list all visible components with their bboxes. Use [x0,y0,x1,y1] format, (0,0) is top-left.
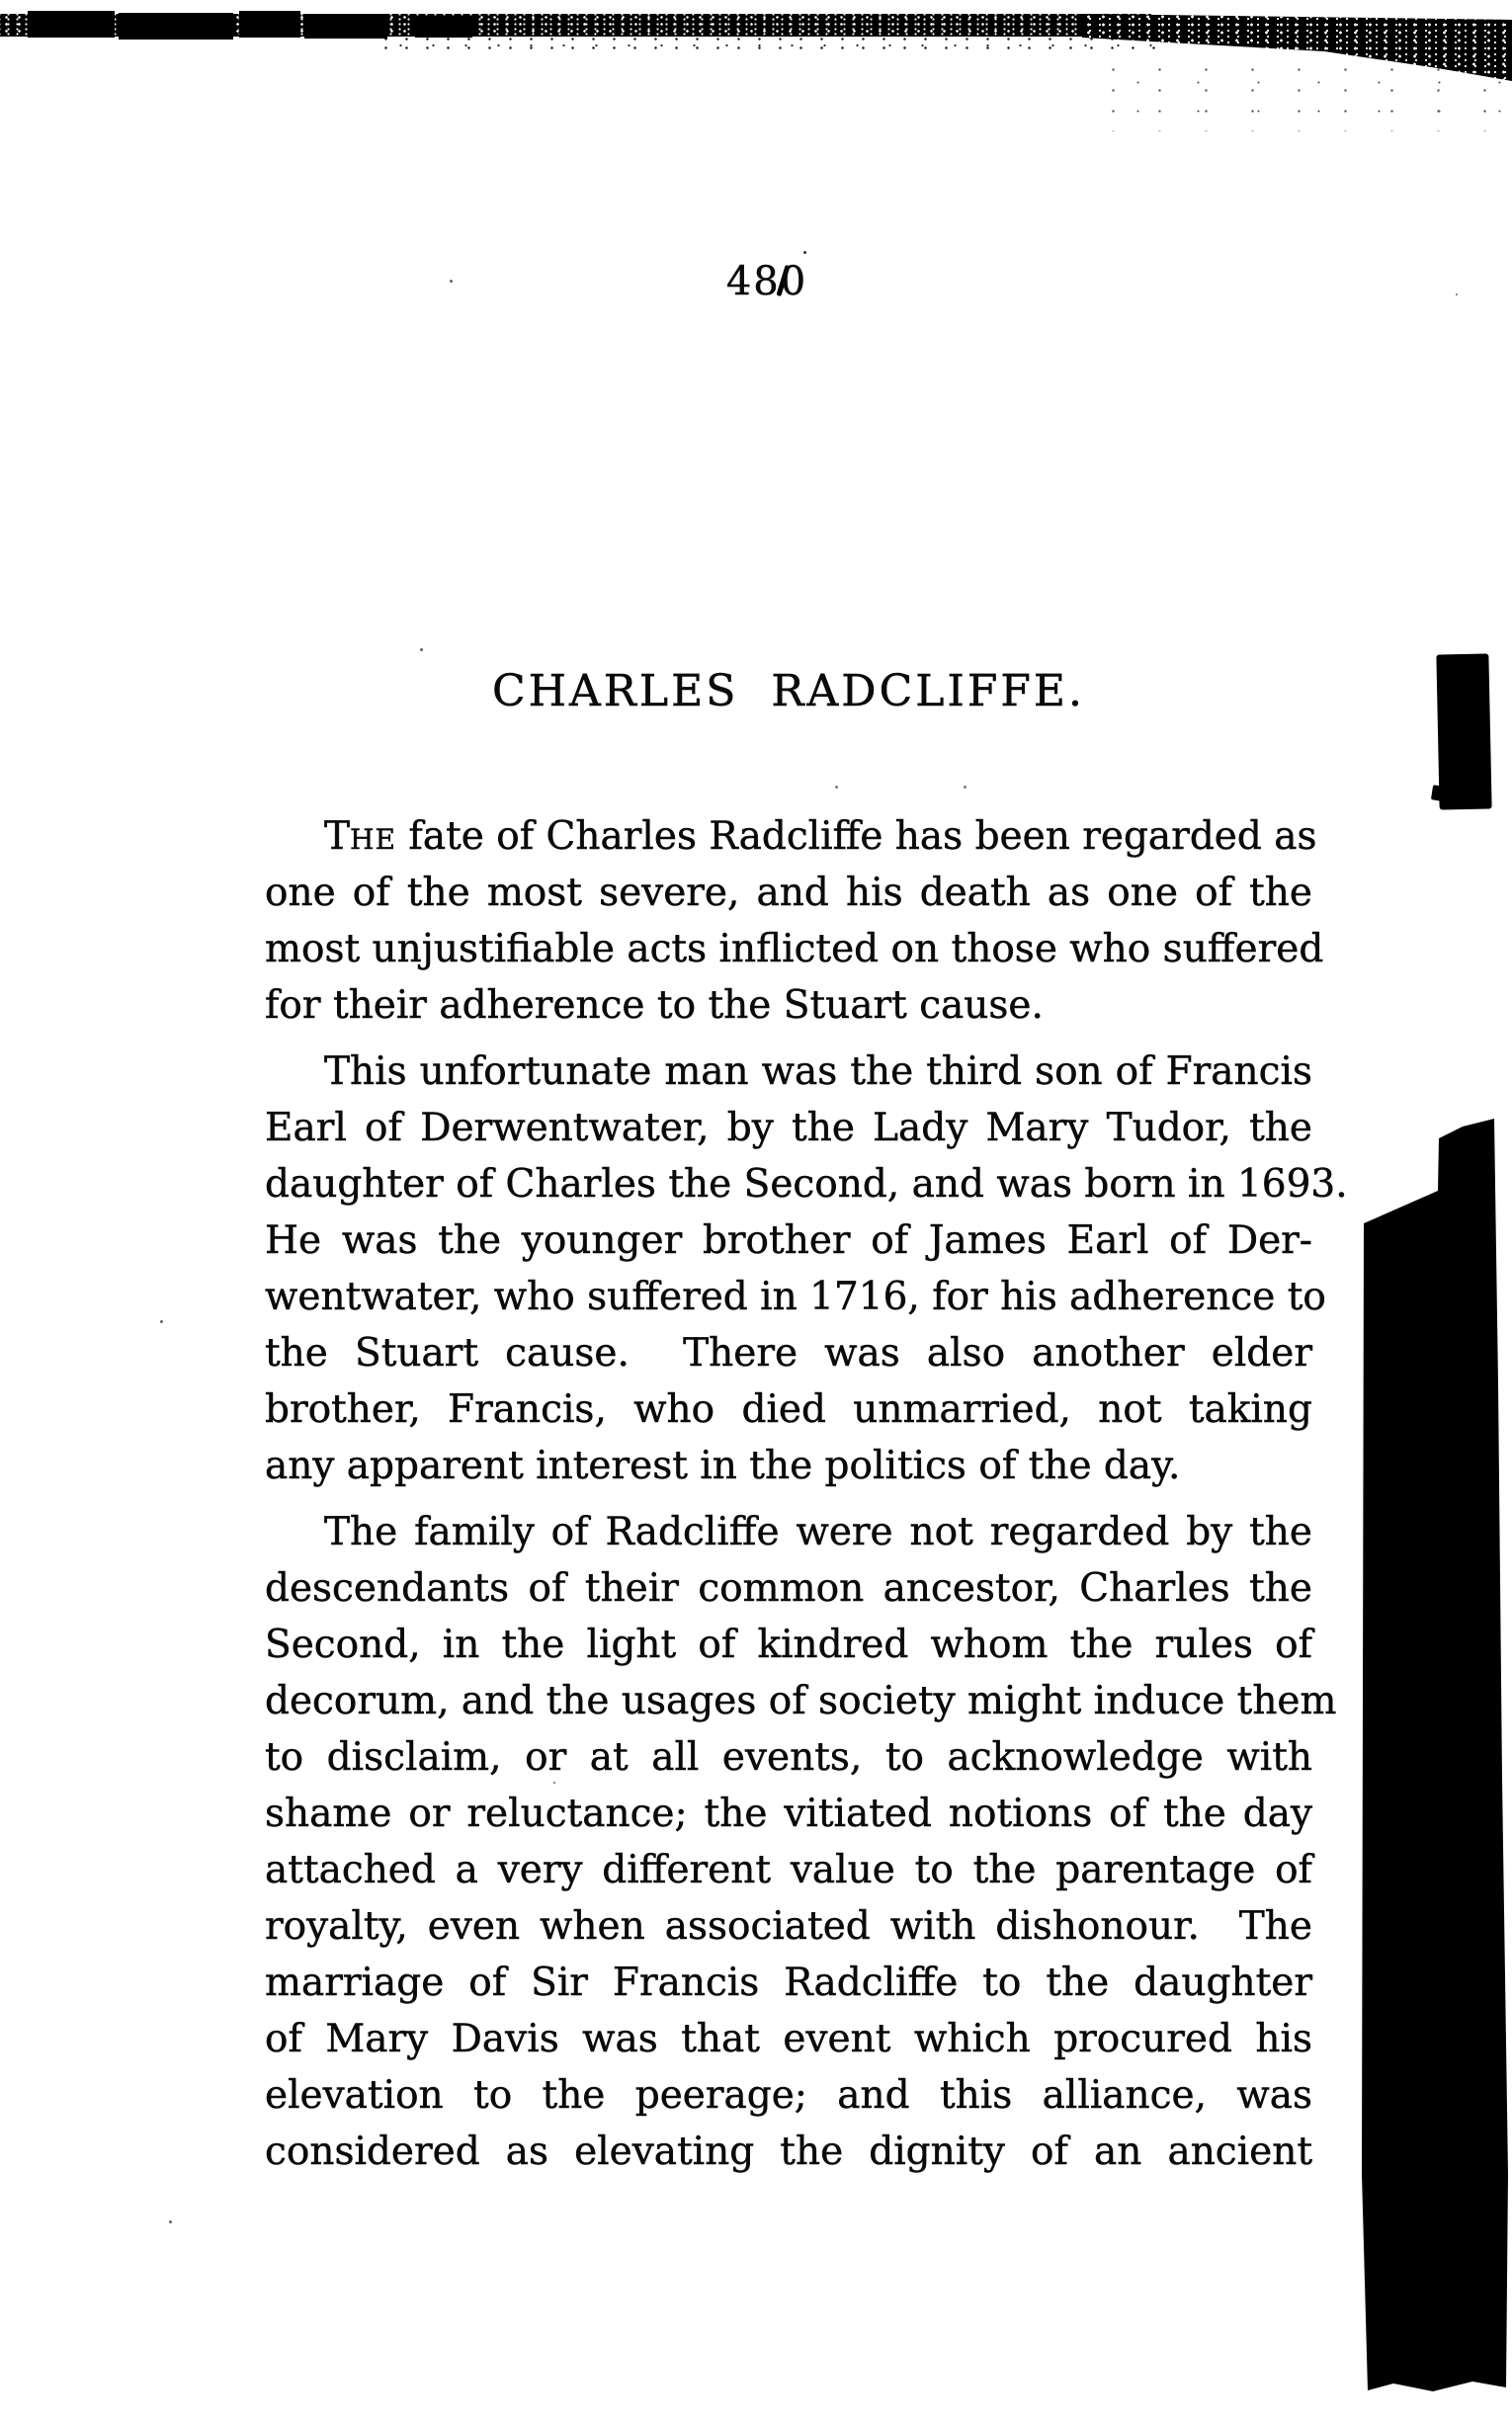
text-line: descendants of their common ancestor, Charles the [265,1566,1312,1611]
page-number: 480 [725,259,808,304]
scan-artifact-ink-blot-small [1436,653,1491,809]
scan-artifact-ink-blot-notch [1431,785,1444,801]
text-line: decorum, and the usages of society might induce them [265,1679,1337,1723]
text-line: considered as elevating the dignity of an ancient [265,2130,1312,2174]
text-line: for their adherence to the Stuart cause. [265,983,1044,1028]
scan-artifact-band-chunk [119,13,233,40]
scan-artifact-band-chunk [239,11,300,38]
text-block [265,808,1348,2180]
scan-speck [1456,293,1458,295]
text-line: marriage of Sir Francis Radcliffe to the daughter [265,1961,1312,2005]
text-line: This unfortunate man was the third son of Francis [324,1049,1312,1094]
text-line: The family of Radcliffe were not regarded by the [324,1510,1312,1554]
text-line: the Stuart cause. There was also another elder [265,1331,1312,1376]
paragraph-1 [265,808,1324,1034]
text-line: brother, Francis, who died unmarried, not taking [265,1387,1312,1432]
lead-capital: T [324,814,351,859]
text-line: Second, in the light of kindred whom the rules of [265,1623,1312,1667]
text-line: wentwater, who suffered in 1716, for his adherence to [265,1275,1326,1319]
scan-speck [835,786,838,789]
page-title: CHARLES RADCLIFFE. [491,666,1086,716]
text-line: most unjustifiable acts inflicted on those who suffered [265,927,1324,971]
text-line: any apparent interest in the politics of the day. [265,1444,1181,1488]
scan-speck [420,648,423,651]
paragraph-3 [265,1504,1337,2180]
scan-artifact-speckle-fringe [376,35,1156,51]
text-line: attached a very different value to the parentage of [265,1848,1312,1892]
scan-speck [160,1320,163,1323]
text-line: to disclaim, or at all events, to acknowledge with [265,1735,1312,1780]
text-line: royalty, even when associated with dishonour. The [265,1904,1312,1949]
text-line: one of the most severe, and his death as one of the [265,871,1312,915]
scan-speck [169,2220,172,2223]
small-caps: HE [350,823,396,856]
text-line: daughter of Charles the Second, and was born in 1693. [265,1162,1348,1207]
text-line: Earl of Derwentwater, by the Lady Mary Tudor, the [265,1106,1312,1150]
text-line: THE fate of Charles Radcliffe has been regarded as [324,814,1317,859]
text-line: of Mary Davis was that event which procured his [265,2017,1312,2061]
text-line: He was the younger brother of James Earl of Der- [265,1218,1312,1263]
paragraph-2 [265,1044,1348,1494]
scan-speck [964,786,966,789]
text-line: elevation to the peerage; and this alliance, was [265,2073,1312,2118]
text-line: shame or reluctance; the vitiated notions of the day [265,1792,1312,1836]
scan-speck [803,251,806,254]
scan-artifact-band-chunk [28,11,115,38]
scan-artifact-speckle-fringe [1087,57,1502,131]
scan-artifact-ink-blot-large [1360,1117,1509,2393]
